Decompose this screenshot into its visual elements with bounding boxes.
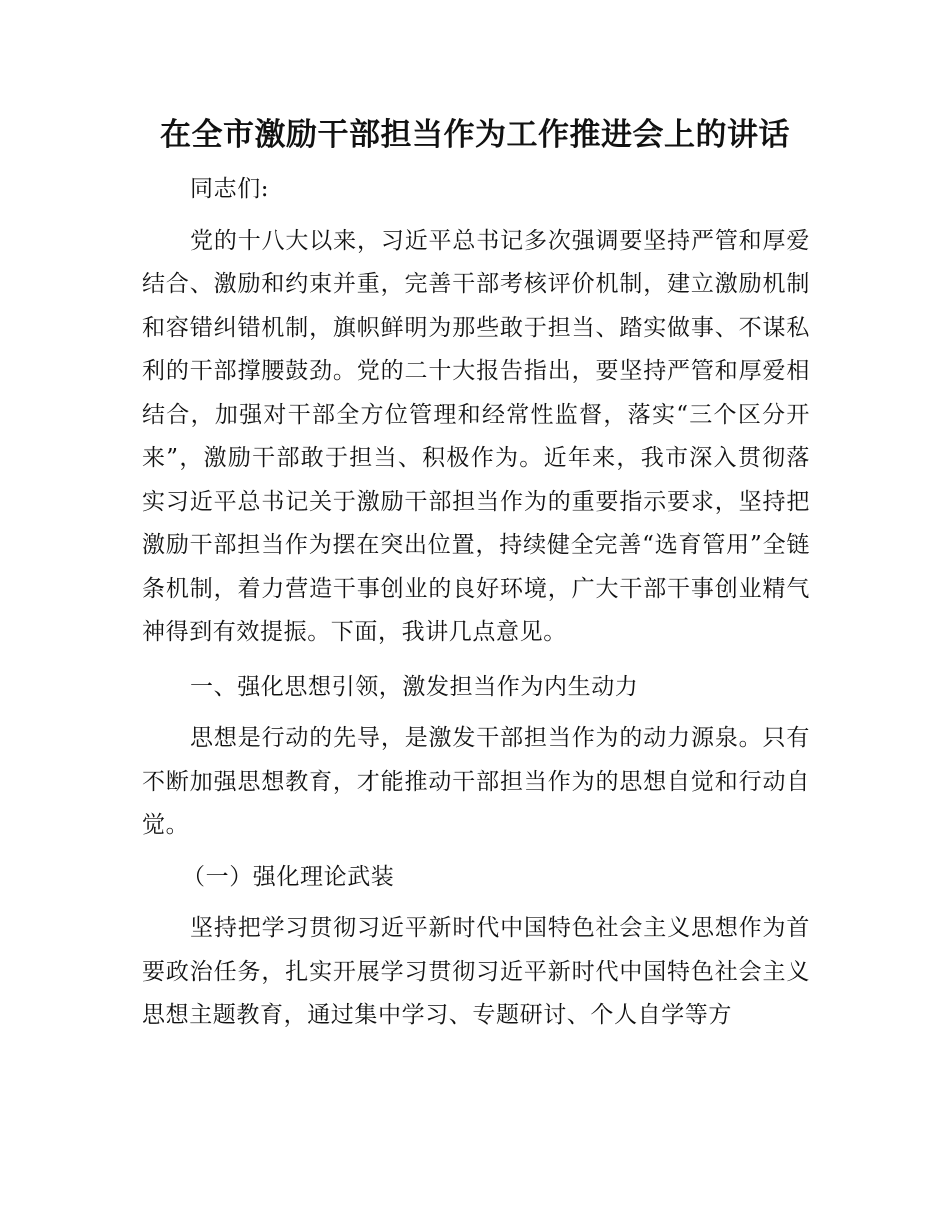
paragraph-subsection-1: 坚持把学习贯彻习近平新时代中国特色社会主义思想作为首要政治任务，扎实开展学习贯彻习近平新时代中国特色社会主义思想主题教育，通过集中学习、专题研讨、个人自学等方 [142, 915, 810, 1028]
section-heading-1: 一、强化思想引领，激发担当作为内生动力 [190, 673, 639, 700]
paragraph-intro: 党的十八大以来，习近平总书记多次强调要坚持严管和厚爱结合、激励和约束并重，完善干部考核评价机制，建立激励机制和容错纠错机制，旗帜鲜明为那些敢于担当、踏实做事、不谋私利的干部撑腰鼓劲。党的二十大报告指出，要坚持严管和厚爱相结合，加强对干部全方位管理和经常性监督，落实“三个区分开来”，激励干部敢于担当、积极作为。近年来，我市深入贯彻落实习近平总书记关于激励干部担当作为的重要指示要求，坚持把激励干部担当作为摆在突出位置，持续健全完善“选育管用”全链条机制，着力营造干事创业的良好环境，广大干部干事创业精气神得到有效提振。下面，我讲几点意见。 [142, 227, 810, 645]
paragraph-section-1: 思想是行动的先导，是激发干部担当作为的动力源泉。只有不断加强思想教育，才能推动干部担当作为的思想自觉和行动自觉。 [142, 725, 810, 838]
subsection-heading-1: （一）强化理论武装 [182, 863, 395, 890]
document-body [142, 168, 810, 1038]
salutation: 同志们: [190, 176, 270, 202]
document-title: 在全市激励干部担当作为工作推进会上的讲话 [160, 117, 790, 153]
